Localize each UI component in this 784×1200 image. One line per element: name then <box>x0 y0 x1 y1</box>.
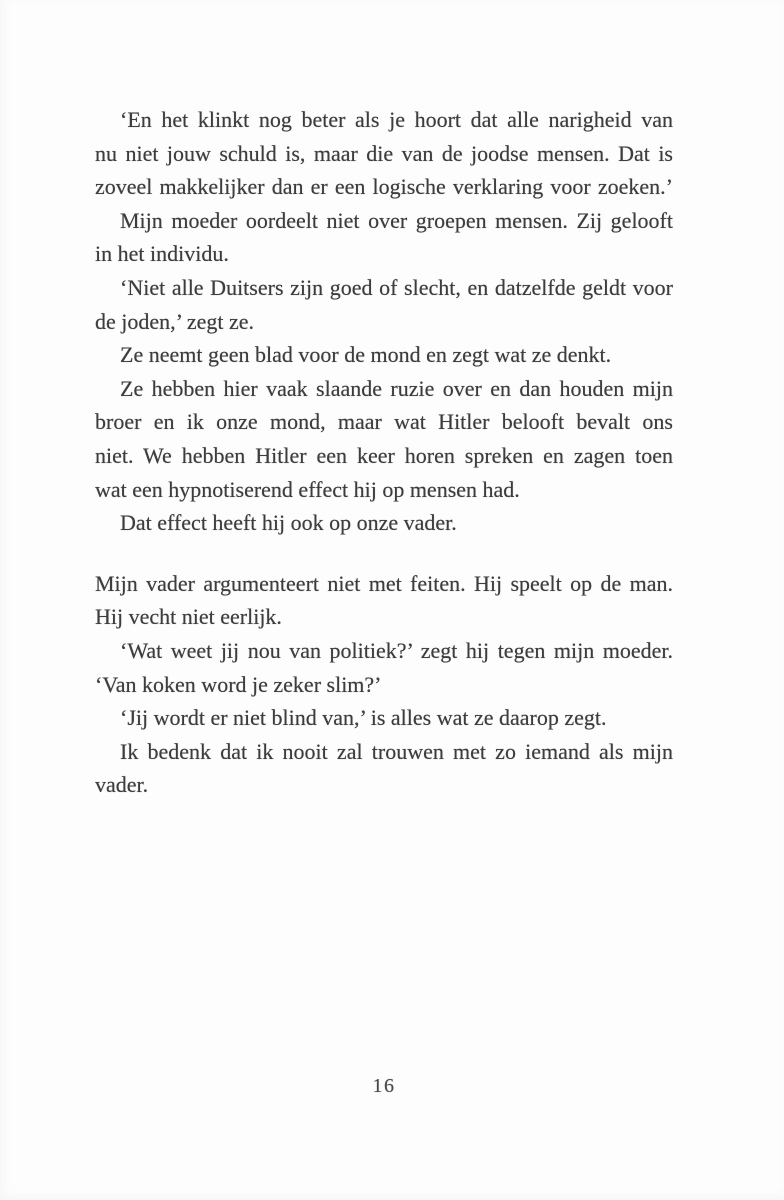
text-line: Ze hebben hier vaak slaande ruzie over en dan houden mijn <box>120 375 673 401</box>
text-line: zoveel makkelijker dan er een logische verklaring voor zoeken.’ <box>95 174 673 200</box>
text-line: de joden,’ zegt ze. <box>95 308 255 334</box>
text-line: Ik bedenk dat ik nooit zal trouwen met zo iemand als mijn <box>120 738 673 764</box>
text-line: ‘Van koken word je zeker slim?’ <box>95 671 382 697</box>
paragraph <box>95 701 673 735</box>
text-line: niet. We hebben Hitler een keer horen spreken en zagen toen <box>95 442 673 468</box>
text-line: wat een hypnotiserend effect hij op mensen had. <box>95 476 520 502</box>
paragraph <box>95 567 673 634</box>
text-line: Hij vecht niet eerlijk. <box>95 604 282 630</box>
text-line: ‘Jij wordt er niet blind van,’ is alles wat ze daarop zegt. <box>120 705 607 731</box>
paragraph <box>95 735 673 802</box>
paragraph <box>95 634 673 701</box>
page-number: 16 <box>372 1075 396 1097</box>
paragraph <box>95 103 673 204</box>
paragraph <box>95 372 673 506</box>
body-text <box>95 103 673 802</box>
text-line: ‘Wat weet jij nou van politiek?’ zegt hij tegen mijn moeder. <box>120 637 673 663</box>
text-line: Ze neemt geen blad voor de mond en zegt wat ze denkt. <box>120 342 612 368</box>
paragraph <box>95 204 673 271</box>
text-line: Mijn vader argumenteert niet met feiten. Hij speelt op de man. <box>95 570 673 596</box>
text-line: in het individu. <box>95 241 229 267</box>
text-line: broer en ik onze mond, maar wat Hitler belooft bevalt ons <box>95 409 673 435</box>
text-line: ‘Niet alle Duitsers zijn goed of slecht, en datzelfde geldt voor <box>120 274 673 300</box>
paragraph <box>95 271 673 338</box>
paragraph <box>95 506 673 540</box>
paragraph <box>95 338 673 372</box>
text-line: Mijn moeder oordeelt niet over groepen mensen. Zij gelooft <box>120 207 673 233</box>
text-line: nu niet jouw schuld is, maar die van de joodse mensen. Dat is <box>95 140 673 166</box>
text-line: ‘En het klinkt nog beter als je hoort dat alle narigheid van <box>120 107 673 132</box>
text-line: Dat effect heeft hij ook op onze vader. <box>120 510 457 536</box>
text-line: vader. <box>95 772 149 798</box>
